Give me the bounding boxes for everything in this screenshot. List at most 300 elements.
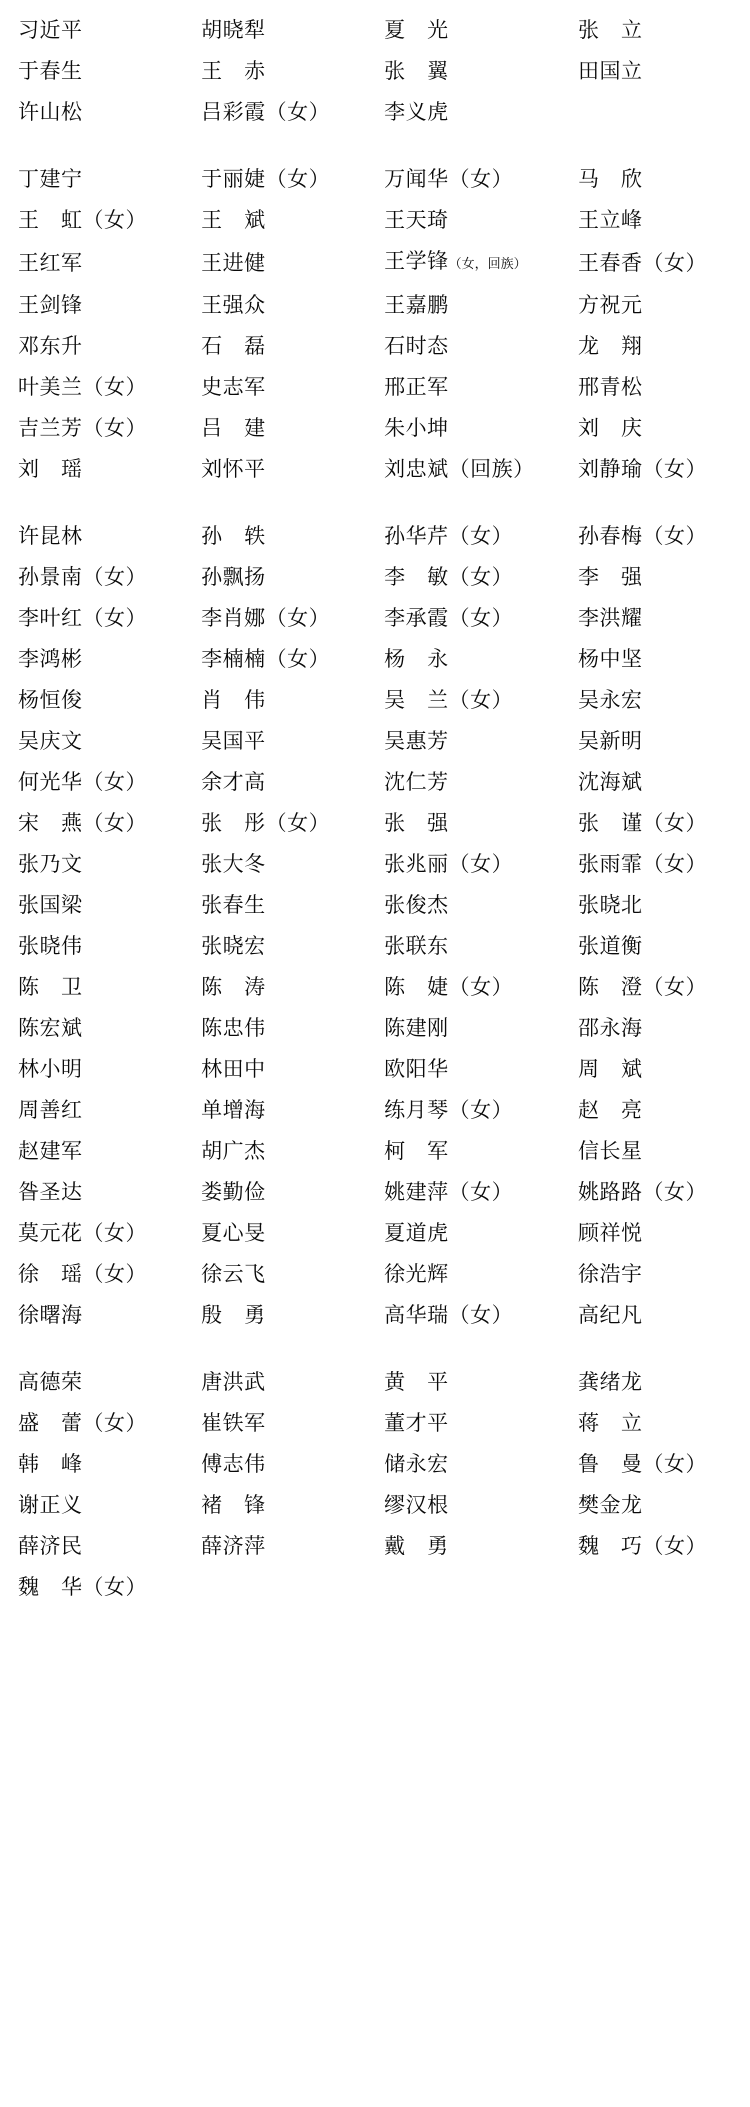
person-name: 刘怀平	[201, 457, 266, 481]
person-name: 张 翼	[384, 59, 449, 83]
name-row	[18, 1444, 736, 1485]
name-cell	[201, 326, 384, 367]
name-cell	[201, 844, 384, 885]
name-cell	[578, 449, 736, 490]
name-cell	[18, 1254, 201, 1295]
person-name: 刘 瑶	[18, 457, 83, 481]
person-name: 邢青松	[578, 375, 643, 399]
name-cell	[201, 598, 384, 639]
name-cell	[578, 408, 736, 449]
person-name: 徐曙海	[18, 1303, 83, 1327]
name-cell	[18, 326, 201, 367]
name-cell	[578, 159, 736, 200]
name-cell	[18, 1049, 201, 1090]
person-name: 王 赤	[201, 59, 266, 83]
person-name-annotation: （女，回族）	[448, 257, 527, 272]
name-list-body	[18, 10, 736, 1608]
person-name: 缪汉根	[384, 1493, 449, 1517]
person-name: 谢正义	[18, 1493, 83, 1517]
name-list-table	[18, 10, 736, 1608]
person-name: 许昆林	[18, 524, 83, 548]
name-cell	[201, 1526, 384, 1567]
person-name: 李鸿彬	[18, 647, 83, 671]
name-cell	[201, 1295, 384, 1336]
person-name: 宋 燕（女）	[18, 811, 147, 835]
person-name: 张乃文	[18, 852, 83, 876]
person-name: 盛 蕾（女）	[18, 1411, 147, 1435]
person-name: 徐云飞	[201, 1262, 266, 1286]
name-cell	[384, 1131, 578, 1172]
name-cell	[384, 967, 578, 1008]
name-cell	[384, 200, 578, 241]
person-name: 张俊杰	[384, 893, 449, 917]
name-row	[18, 680, 736, 721]
name-cell	[201, 367, 384, 408]
name-row	[18, 408, 736, 449]
person-name: 张大冬	[201, 852, 266, 876]
group-spacer	[18, 490, 736, 516]
name-cell	[201, 1444, 384, 1485]
person-name: 林小明	[18, 1057, 83, 1081]
name-cell	[384, 1526, 578, 1567]
person-name: 吕彩霞（女）	[201, 100, 331, 124]
person-name: 许山松	[18, 100, 83, 124]
name-cell	[578, 200, 736, 241]
name-row	[18, 721, 736, 762]
name-cell	[578, 1213, 736, 1254]
name-cell	[18, 762, 201, 803]
name-row	[18, 1213, 736, 1254]
name-cell	[578, 1049, 736, 1090]
name-row	[18, 1254, 736, 1295]
person-name: 陈 澄（女）	[578, 975, 708, 999]
person-name: 吕 建	[201, 416, 266, 440]
name-cell	[201, 1254, 384, 1295]
name-row	[18, 1049, 736, 1090]
person-name: 李义虎	[384, 100, 449, 124]
name-cell	[201, 926, 384, 967]
name-cell	[578, 241, 736, 285]
name-cell	[201, 159, 384, 200]
name-cell	[201, 639, 384, 680]
person-name: 高纪凡	[578, 1303, 643, 1327]
name-row	[18, 326, 736, 367]
name-cell	[384, 92, 578, 133]
name-cell	[578, 516, 736, 557]
person-name: 崔铁军	[201, 1411, 266, 1435]
person-name: 肖 伟	[201, 688, 266, 712]
person-name: 昝圣达	[18, 1180, 83, 1204]
person-name: 陈建刚	[384, 1016, 449, 1040]
name-cell	[201, 803, 384, 844]
person-name: 莫元花（女）	[18, 1221, 147, 1245]
name-cell	[578, 51, 736, 92]
name-cell	[18, 1090, 201, 1131]
person-name: 李承霞（女）	[384, 606, 514, 630]
person-name: 顾祥悦	[578, 1221, 643, 1245]
person-name: 胡广杰	[201, 1139, 266, 1163]
name-cell	[384, 844, 578, 885]
person-name: 徐光辉	[384, 1262, 449, 1286]
person-name: 龚绪龙	[578, 1370, 643, 1394]
name-cell	[201, 1403, 384, 1444]
person-name: 何光华（女）	[18, 770, 147, 794]
person-name: 黄 平	[384, 1370, 449, 1394]
name-row	[18, 1526, 736, 1567]
person-name: 张 谨（女）	[578, 811, 708, 835]
person-name: 王红军	[18, 250, 83, 275]
person-name: 王立峰	[578, 208, 643, 232]
name-cell	[384, 1172, 578, 1213]
name-cell	[384, 449, 578, 490]
name-row	[18, 159, 736, 200]
name-cell	[384, 1254, 578, 1295]
name-row	[18, 1090, 736, 1131]
person-name: 余才高	[201, 770, 266, 794]
name-cell	[384, 1090, 578, 1131]
person-name: 方祝元	[578, 293, 643, 317]
name-cell	[384, 803, 578, 844]
person-name: 吴国平	[201, 729, 266, 753]
person-name: 陈 涛	[201, 975, 266, 999]
person-name: 王进健	[201, 250, 266, 275]
name-cell	[18, 449, 201, 490]
name-cell	[578, 721, 736, 762]
person-name: 胡晓犁	[201, 18, 266, 42]
name-cell	[384, 1403, 578, 1444]
name-cell	[18, 51, 201, 92]
name-row	[18, 51, 736, 92]
person-name: 周 斌	[578, 1057, 643, 1081]
person-name: 王嘉鹏	[384, 293, 449, 317]
name-cell	[578, 762, 736, 803]
name-cell	[578, 10, 736, 51]
name-cell	[201, 1008, 384, 1049]
person-name: 石 磊	[201, 334, 266, 358]
person-name: 孙飘扬	[201, 565, 266, 589]
person-name: 樊金龙	[578, 1493, 643, 1517]
name-cell	[578, 326, 736, 367]
person-name: 唐洪武	[201, 1370, 266, 1394]
name-cell	[201, 449, 384, 490]
name-cell	[18, 844, 201, 885]
person-name: 李 强	[578, 565, 643, 589]
name-cell	[384, 1444, 578, 1485]
name-cell	[578, 1295, 736, 1336]
name-row	[18, 10, 736, 51]
name-cell	[18, 639, 201, 680]
person-name: 杨中坚	[578, 647, 643, 671]
name-cell	[201, 1049, 384, 1090]
person-name: 姚路路（女）	[578, 1180, 708, 1204]
name-cell	[578, 1567, 736, 1608]
person-name: 周善红	[18, 1098, 83, 1122]
name-cell	[18, 241, 201, 285]
name-cell	[384, 1049, 578, 1090]
name-cell	[18, 1403, 201, 1444]
name-cell	[384, 557, 578, 598]
name-cell	[384, 1567, 578, 1608]
name-cell	[578, 1362, 736, 1403]
name-cell	[201, 241, 384, 285]
person-name: 李肖娜（女）	[201, 606, 331, 630]
name-cell	[18, 1295, 201, 1336]
name-cell	[18, 1567, 201, 1608]
name-cell	[18, 516, 201, 557]
name-row	[18, 1295, 736, 1336]
person-name: 林田中	[201, 1057, 266, 1081]
person-name: 王天琦	[384, 208, 449, 232]
person-name: 薛济萍	[201, 1534, 266, 1558]
person-name: 吉兰芳（女）	[18, 416, 147, 440]
name-row	[18, 1008, 736, 1049]
name-cell	[201, 1567, 384, 1608]
name-cell	[578, 926, 736, 967]
name-cell	[578, 1008, 736, 1049]
name-cell	[18, 408, 201, 449]
name-cell	[201, 10, 384, 51]
name-cell	[384, 1213, 578, 1254]
name-cell	[578, 680, 736, 721]
name-row	[18, 449, 736, 490]
person-name: 王强众	[201, 293, 266, 317]
person-name: 王 虹（女）	[18, 208, 147, 232]
person-name: 练月琴（女）	[384, 1098, 514, 1122]
person-name: 陈 婕（女）	[384, 975, 514, 999]
name-cell	[201, 1090, 384, 1131]
name-cell	[201, 1172, 384, 1213]
name-cell	[201, 885, 384, 926]
name-row	[18, 367, 736, 408]
name-cell	[201, 1362, 384, 1403]
name-cell	[18, 598, 201, 639]
name-cell	[201, 1213, 384, 1254]
name-cell	[578, 557, 736, 598]
name-cell	[384, 51, 578, 92]
name-cell	[201, 285, 384, 326]
name-cell	[18, 1172, 201, 1213]
person-name: 王学锋（女，回族）	[384, 249, 527, 273]
name-cell	[201, 200, 384, 241]
person-name: 张春生	[201, 893, 266, 917]
person-name: 史志军	[201, 375, 266, 399]
name-cell	[384, 1362, 578, 1403]
name-cell	[578, 885, 736, 926]
name-cell	[578, 967, 736, 1008]
name-cell	[578, 285, 736, 326]
name-row	[18, 762, 736, 803]
name-cell	[201, 762, 384, 803]
name-cell	[578, 1403, 736, 1444]
name-row	[18, 803, 736, 844]
name-cell	[578, 1090, 736, 1131]
person-name: 夏道虎	[384, 1221, 449, 1245]
name-cell	[18, 967, 201, 1008]
name-cell	[384, 926, 578, 967]
name-cell	[384, 408, 578, 449]
person-name: 邢正军	[384, 375, 449, 399]
person-name: 石时态	[384, 334, 449, 358]
person-name: 杨恒俊	[18, 688, 83, 712]
name-row	[18, 1485, 736, 1526]
name-cell	[384, 1485, 578, 1526]
name-cell	[201, 1131, 384, 1172]
person-name: 董才平	[384, 1411, 449, 1435]
name-cell	[18, 1444, 201, 1485]
person-name: 韩 峰	[18, 1452, 83, 1476]
person-name: 孙华芹（女）	[384, 524, 514, 548]
name-cell	[18, 1526, 201, 1567]
name-row	[18, 1362, 736, 1403]
person-name: 张道衡	[578, 934, 643, 958]
name-cell	[18, 367, 201, 408]
name-cell	[18, 1008, 201, 1049]
person-name: 蒋 立	[578, 1411, 643, 1435]
person-name: 张 强	[384, 811, 449, 835]
person-name: 吴 兰（女）	[384, 688, 514, 712]
name-row	[18, 1131, 736, 1172]
name-row	[18, 1172, 736, 1213]
person-name: 张联东	[384, 934, 449, 958]
name-cell	[18, 926, 201, 967]
person-name: 鲁 曼（女）	[578, 1452, 708, 1476]
person-name: 殷 勇	[201, 1303, 266, 1327]
person-name: 李洪耀	[578, 606, 643, 630]
person-name: 陈宏斌	[18, 1016, 83, 1040]
person-name: 戴 勇	[384, 1534, 449, 1558]
person-name: 李 敏（女）	[384, 565, 514, 589]
person-name: 夏心旻	[201, 1221, 266, 1245]
group-spacer-cell	[18, 133, 736, 159]
person-name: 夏 光	[384, 18, 449, 42]
person-name: 邵永海	[578, 1016, 643, 1040]
name-cell	[201, 51, 384, 92]
name-row	[18, 516, 736, 557]
group-spacer	[18, 1336, 736, 1362]
name-cell	[384, 10, 578, 51]
name-row	[18, 967, 736, 1008]
person-name: 高华瑞（女）	[384, 1303, 514, 1327]
group-spacer-cell	[18, 490, 736, 516]
person-name: 张 彤（女）	[201, 811, 331, 835]
person-name: 高德荣	[18, 1370, 83, 1394]
name-cell	[18, 92, 201, 133]
person-name: 赵建军	[18, 1139, 83, 1163]
name-cell	[578, 1444, 736, 1485]
person-name: 张晓伟	[18, 934, 83, 958]
name-cell	[201, 516, 384, 557]
name-cell	[18, 1213, 201, 1254]
name-cell	[578, 1526, 736, 1567]
person-name: 龙 翔	[578, 334, 643, 358]
name-cell	[384, 762, 578, 803]
group-spacer-cell	[18, 1336, 736, 1362]
name-row	[18, 639, 736, 680]
person-name: 单增海	[201, 1098, 266, 1122]
name-cell	[384, 1008, 578, 1049]
person-name: 吴惠芳	[384, 729, 449, 753]
name-cell	[18, 1485, 201, 1526]
person-name: 陈忠伟	[201, 1016, 266, 1040]
person-name: 叶美兰（女）	[18, 375, 147, 399]
person-name: 沈仁芳	[384, 770, 449, 794]
name-cell	[578, 803, 736, 844]
person-name: 褚 锋	[201, 1493, 266, 1517]
name-cell	[201, 408, 384, 449]
person-name: 娄勤俭	[201, 1180, 266, 1204]
person-name: 杨 永	[384, 647, 449, 671]
person-name: 于丽婕（女）	[201, 167, 331, 191]
name-cell	[578, 1485, 736, 1526]
name-cell	[578, 844, 736, 885]
person-name: 孙景南（女）	[18, 565, 147, 589]
person-name: 魏 巧（女）	[578, 1534, 708, 1558]
name-cell	[384, 598, 578, 639]
person-name: 姚建萍（女）	[384, 1180, 514, 1204]
person-name: 邓东升	[18, 334, 83, 358]
name-cell	[201, 557, 384, 598]
person-name: 张晓宏	[201, 934, 266, 958]
name-cell	[201, 1485, 384, 1526]
name-cell	[384, 326, 578, 367]
name-cell	[384, 241, 578, 285]
name-row	[18, 241, 736, 285]
name-cell	[384, 285, 578, 326]
name-cell	[18, 721, 201, 762]
person-name: 刘忠斌（回族）	[384, 457, 535, 481]
name-row	[18, 885, 736, 926]
person-name: 李楠楠（女）	[201, 647, 331, 671]
name-cell	[18, 285, 201, 326]
name-cell	[384, 159, 578, 200]
person-name: 赵 亮	[578, 1098, 643, 1122]
person-name: 信长星	[578, 1139, 643, 1163]
person-name: 陈 卫	[18, 975, 83, 999]
name-cell	[201, 680, 384, 721]
name-row	[18, 926, 736, 967]
person-name: 习近平	[18, 18, 83, 42]
person-name: 张 立	[578, 18, 643, 42]
person-name: 张晓北	[578, 893, 643, 917]
person-name: 徐浩宇	[578, 1262, 643, 1286]
person-name: 刘静瑜（女）	[578, 457, 708, 481]
name-row	[18, 844, 736, 885]
person-name: 王剑锋	[18, 293, 83, 317]
person-name: 王春香（女）	[578, 250, 708, 275]
person-name: 张国梁	[18, 893, 83, 917]
person-name: 丁建宁	[18, 167, 83, 191]
name-cell	[578, 1131, 736, 1172]
person-name: 徐 瑶（女）	[18, 1262, 147, 1286]
name-cell	[18, 680, 201, 721]
name-cell	[384, 367, 578, 408]
person-name: 傅志伟	[201, 1452, 266, 1476]
person-name: 孙春梅（女）	[578, 524, 708, 548]
person-name: 魏 华（女）	[18, 1575, 147, 1599]
group-spacer	[18, 133, 736, 159]
name-cell	[578, 367, 736, 408]
name-row	[18, 92, 736, 133]
name-cell	[578, 598, 736, 639]
person-name: 储永宏	[384, 1452, 449, 1476]
person-name: 朱小坤	[384, 416, 449, 440]
name-cell	[18, 885, 201, 926]
name-cell	[384, 885, 578, 926]
name-cell	[384, 680, 578, 721]
name-cell	[18, 1362, 201, 1403]
name-row	[18, 557, 736, 598]
name-cell	[578, 1254, 736, 1295]
